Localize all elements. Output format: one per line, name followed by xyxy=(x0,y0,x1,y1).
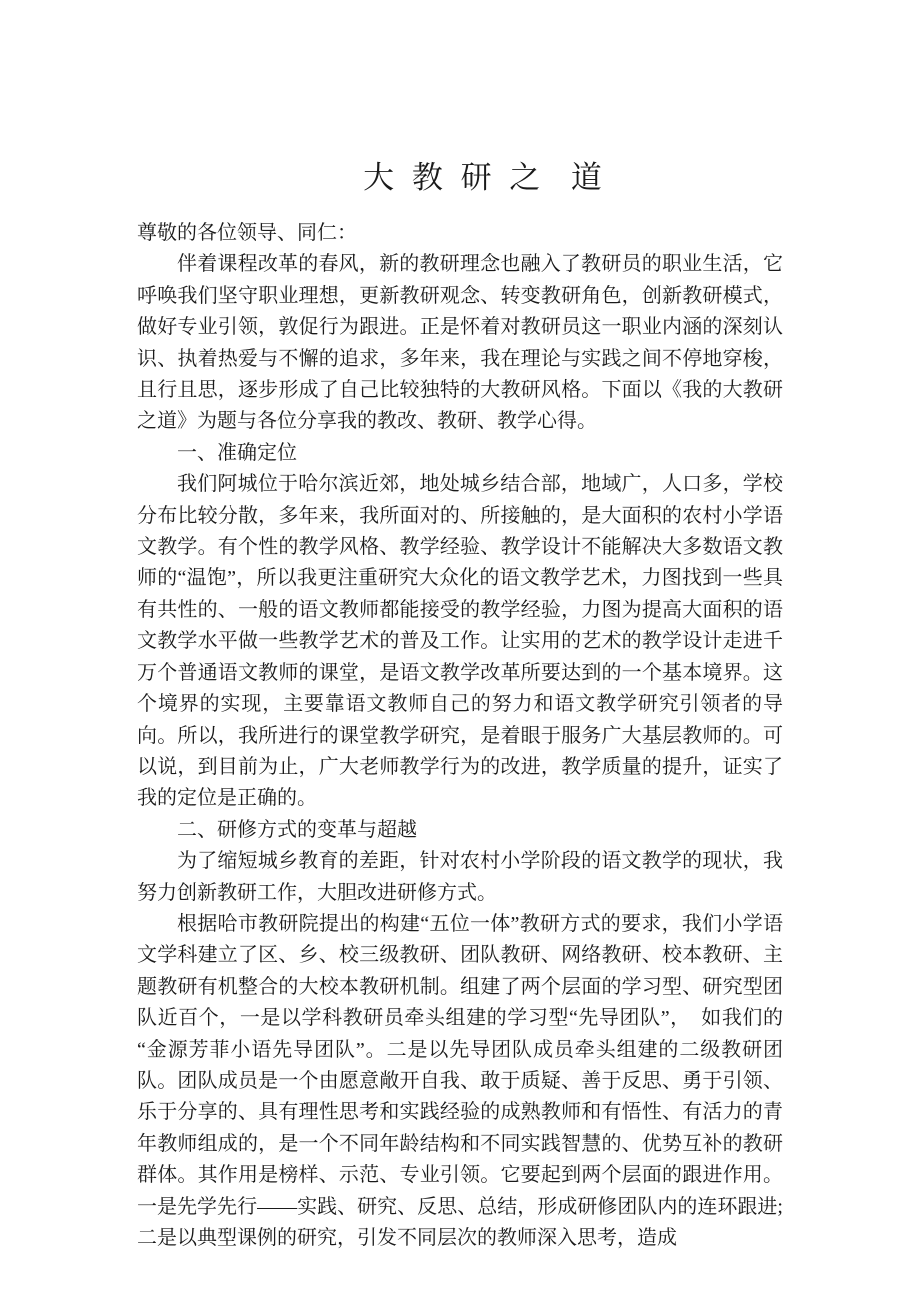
paragraph-salutation: 尊敬的各位领导、同仁： xyxy=(137,222,357,244)
paragraph-intro: 伴着课程改革的春风，新的教研理念也融入了教研员的职业生活，它呼唤我们坚守职业理想，更新教研观念、转变教研角色，创新教研模式，做好专业引领，敦促行为跟进。正是怀着对教研员这一职业内涵的深刻认识、执着热爱与不懈的追求，多年来，我在理论与实践之间不停地穿梭，且行且思，逐步形成了自己比较独特的大教研风格。下面以《我的大教研之道》为题与各位分享我的教改、教研、教学心得。 xyxy=(137,253,783,433)
paragraph-section-1: 我们阿城位于哈尔滨近郊，地处城乡结合部，地域广，人口多，学校分布比较分散，多年来，我所面对的、所接触的，是大面积的农村小学语文教学。有个性的教学风格、教学经验、教学设计不能解决大多数语文教师的“温饱”，所以我更注重研究大众化的语文教学艺术，力图找到一些具有共性的、一般的语文教师都能接受的教学经验，力图为提高大面积的语文教学水平做一些教学艺术的普及工作。让实用的艺术的教学设计走进千万个普通语文教师的课堂，是语文教学改革所要达到的一个基本境界。这个境界的实现，主要靠语文教师自己的努力和语文教学研究引领者的导向。所以，我所进行的课堂教学研究，是着眼于服务广大基层教师的。可以说，到目前为止，广大老师教学行为的改进，教学质量的提升，证实了我的定位是正确的。 xyxy=(137,473,783,810)
document-content xyxy=(137,158,783,1254)
doc-title: 大 教 研 之 道 xyxy=(363,160,607,195)
section-heading-1: 一、准确定位 xyxy=(177,441,297,464)
paragraph-section-2-intro: 为了缩短城乡教育的差距，针对农村小学阶段的语文教学的现状，我努力创新教研工作，大胆改进研修方式。 xyxy=(137,850,783,904)
section-heading-2: 二、研修方式的变革与超越 xyxy=(177,818,417,841)
paragraph-section-2-detail: 根据哈市教研院提出的构建“五位一体”教研方式的要求，我们小学语文学科建立了区、乡、校三级教研、团队教研、网络教研、校本教研、主题教研有机整合的大校本教研机制。组建了两个层面的学习型、研究型团队近百个，一是以学科教研员牵头组建的学习型“先导团队”， 如我们的“金源芳菲小语先导团队”。二是以先导团队成员牵头组建的二级教研团队。团队成员是一个由愿意敞开自我、敢于质疑、善于反思、勇于引领、乐于分享的、具有理性思考和实践经验的成熟教师和有悟性、有活力的青年教师组成的，是一个不同年龄结构和不同实践智慧的、优势互补的教研群体。其作用是榜样、示范、专业引领。它要起到两个层面的跟进作用。一是先学先行——实践、研究、反思、总结，形成研修团队内的连环跟进; 二是以典型课例的研究，引发不同层次的教师深入思考，造成 xyxy=(137,912,783,1249)
